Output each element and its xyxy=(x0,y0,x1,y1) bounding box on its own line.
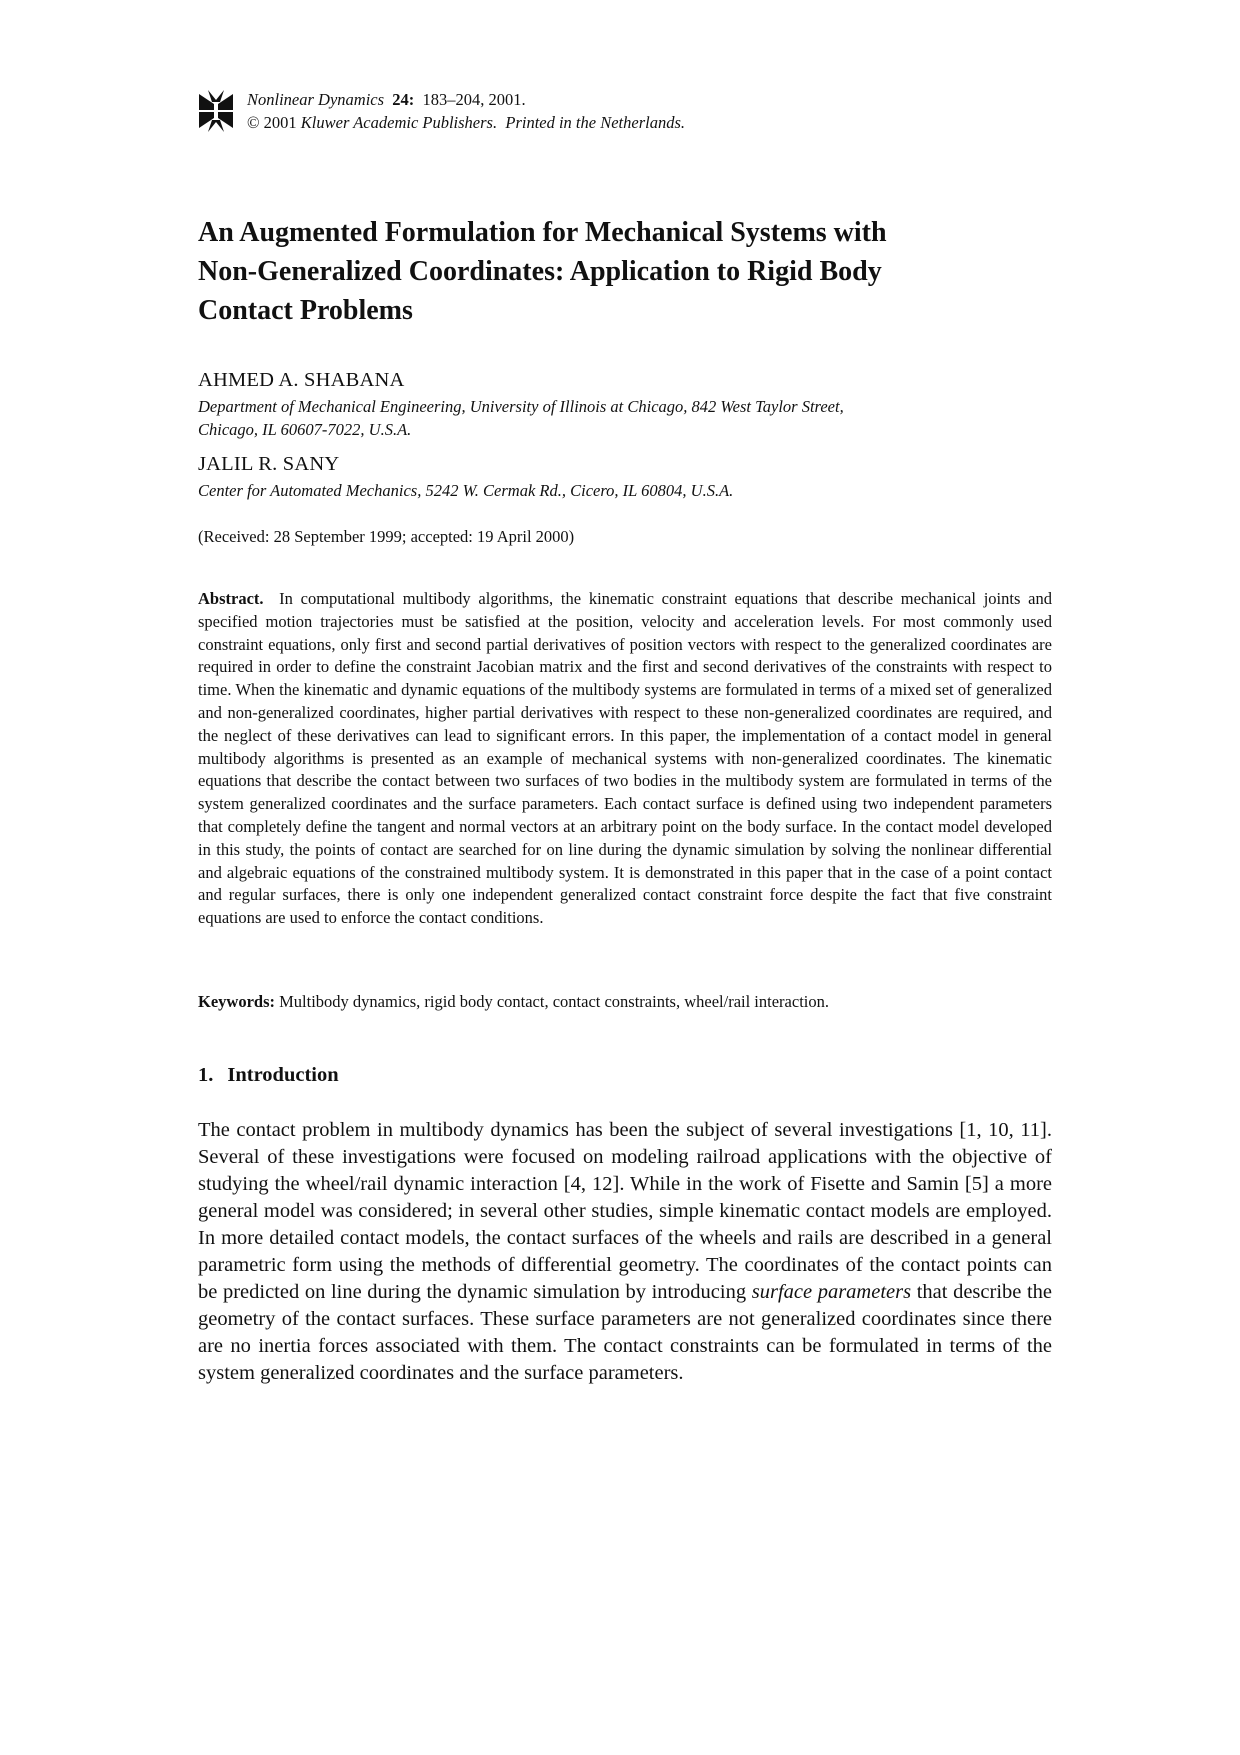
kluwer-logo-icon xyxy=(198,90,234,132)
affiliation-line: Center for Automated Mechanics, 5242 W. Cermak Rd., Cicero, IL 60804, U.S.A. xyxy=(198,481,734,500)
intro-paragraph xyxy=(198,1117,1052,1387)
keywords xyxy=(198,992,829,1012)
keywords-label: Keywords: xyxy=(198,992,275,1011)
citation-line-2 xyxy=(247,111,685,134)
publisher-name: Kluwer Academic Publishers. xyxy=(300,113,498,132)
author-name-1: AHMED A. SHABANA xyxy=(198,369,405,391)
paper-title xyxy=(198,213,1078,330)
journal-name: Nonlinear Dynamics xyxy=(247,90,385,109)
title-line-3: Contact Problems xyxy=(198,295,413,326)
journal-volume: 24: xyxy=(392,90,415,109)
keywords-text: Multibody dynamics, rigid body contact, contact constraints, wheel/rail interaction. xyxy=(279,992,829,1011)
journal-pages: 183–204, 2001. xyxy=(422,90,526,109)
abstract-label: Abstract. xyxy=(198,589,264,608)
affiliation-line: Chicago, IL 60607-7022, U.S.A. xyxy=(198,420,412,439)
author-affiliation-1 xyxy=(198,395,844,441)
section-number: 1. xyxy=(198,1064,214,1086)
intro-emphasis: surface parameters xyxy=(751,1281,912,1303)
citation-line-1 xyxy=(247,88,685,111)
affiliation-line: Department of Mechanical Engineering, University of Illinois at Chicago, 842 West Taylor Street, xyxy=(198,397,844,416)
abstract xyxy=(198,588,1052,930)
intro-text-part-1: The contact problem in multibody dynamics has been the subject of several investigations [1, 10, 11]. Several of these investigations were focused on modeling railroad applications with the objective of studying the wheel/rail dynamic interaction [4, 12]. While in the work of Fisette and Samin [5] a more general model was considered; in several other studies, simple kinematic contact models are employed. In more detailed contact models, the contact surfaces of the wheels and rails are described in a general parametric form using the methods of differential geometry. The coordinates of the contact points can be predicted on line during the dynamic simulation by introducing xyxy=(198,1119,1052,1303)
section-heading xyxy=(198,1064,339,1087)
author-affiliation-2 xyxy=(198,479,733,502)
abstract-text: In computational multibody algorithms, the kinematic constraint equations that describe mechanical joints and specified motion trajectories must be satisfied at the position, velocity and acceleration levels. For most commonly used constraint equations, only first and second partial derivatives of position vectors with respect to the generalized coordinates are required in order to define the constraint Jacobian matrix and the first and second derivatives of the constraints with respect to time. When the kinematic and dynamic equations of the multibody systems are formulated in terms of a mixed set of generalized and non-generalized coordinates, higher partial derivatives with respect to these non-generalized coordinates are required, and the neglect of these derivatives can lead to significant errors. In this paper, the implementation of a contact model in general multibody algorithms is presented as an example of mechanical systems with non-generalized coordinates. The kinematic equations that describe the contact between two surfaces of two bodies in the multibody system are formulated in terms of the system generalized coordinates and the surface parameters. Each contact surface is defined using two independent parameters that completely define the tangent and normal vectors at an arbitrary point on the body surface. In the contact model developed in this study, the points of contact are searched for on line during the dynamic simulation by solving the nonlinear differential and algebraic equations of the constrained multibody system. It is demonstrated in this paper that in the case of a point contact and regular surfaces, there is only one independent generalized contact constraint force despite the fact that five constraint equations are used to enforce the contact conditions. xyxy=(198,589,1052,928)
author-name-2: JALIL R. SANY xyxy=(198,453,340,475)
title-line-2: Non-Generalized Coordinates: Application to Rigid Body xyxy=(198,256,882,287)
journal-header xyxy=(198,88,958,134)
intro-text-part-2: that describe the geometry of the contact surfaces. These surface parameters are not generalized coordinates since there are no inertia forces associated with them. The contact constraints can be formulated in terms of the system generalized coordinates and the surface parameters. xyxy=(198,1281,1053,1384)
section-title: Introduction xyxy=(227,1064,339,1086)
printed-note: Printed in the Netherlands. xyxy=(505,113,686,132)
title-line-1: An Augmented Formulation for Mechanical Systems with xyxy=(198,217,887,248)
journal-citation xyxy=(247,88,685,134)
copyright: © 2001 xyxy=(247,113,297,132)
received-dates: (Received: 28 September 1999; accepted: 19 April 2000) xyxy=(198,527,575,546)
